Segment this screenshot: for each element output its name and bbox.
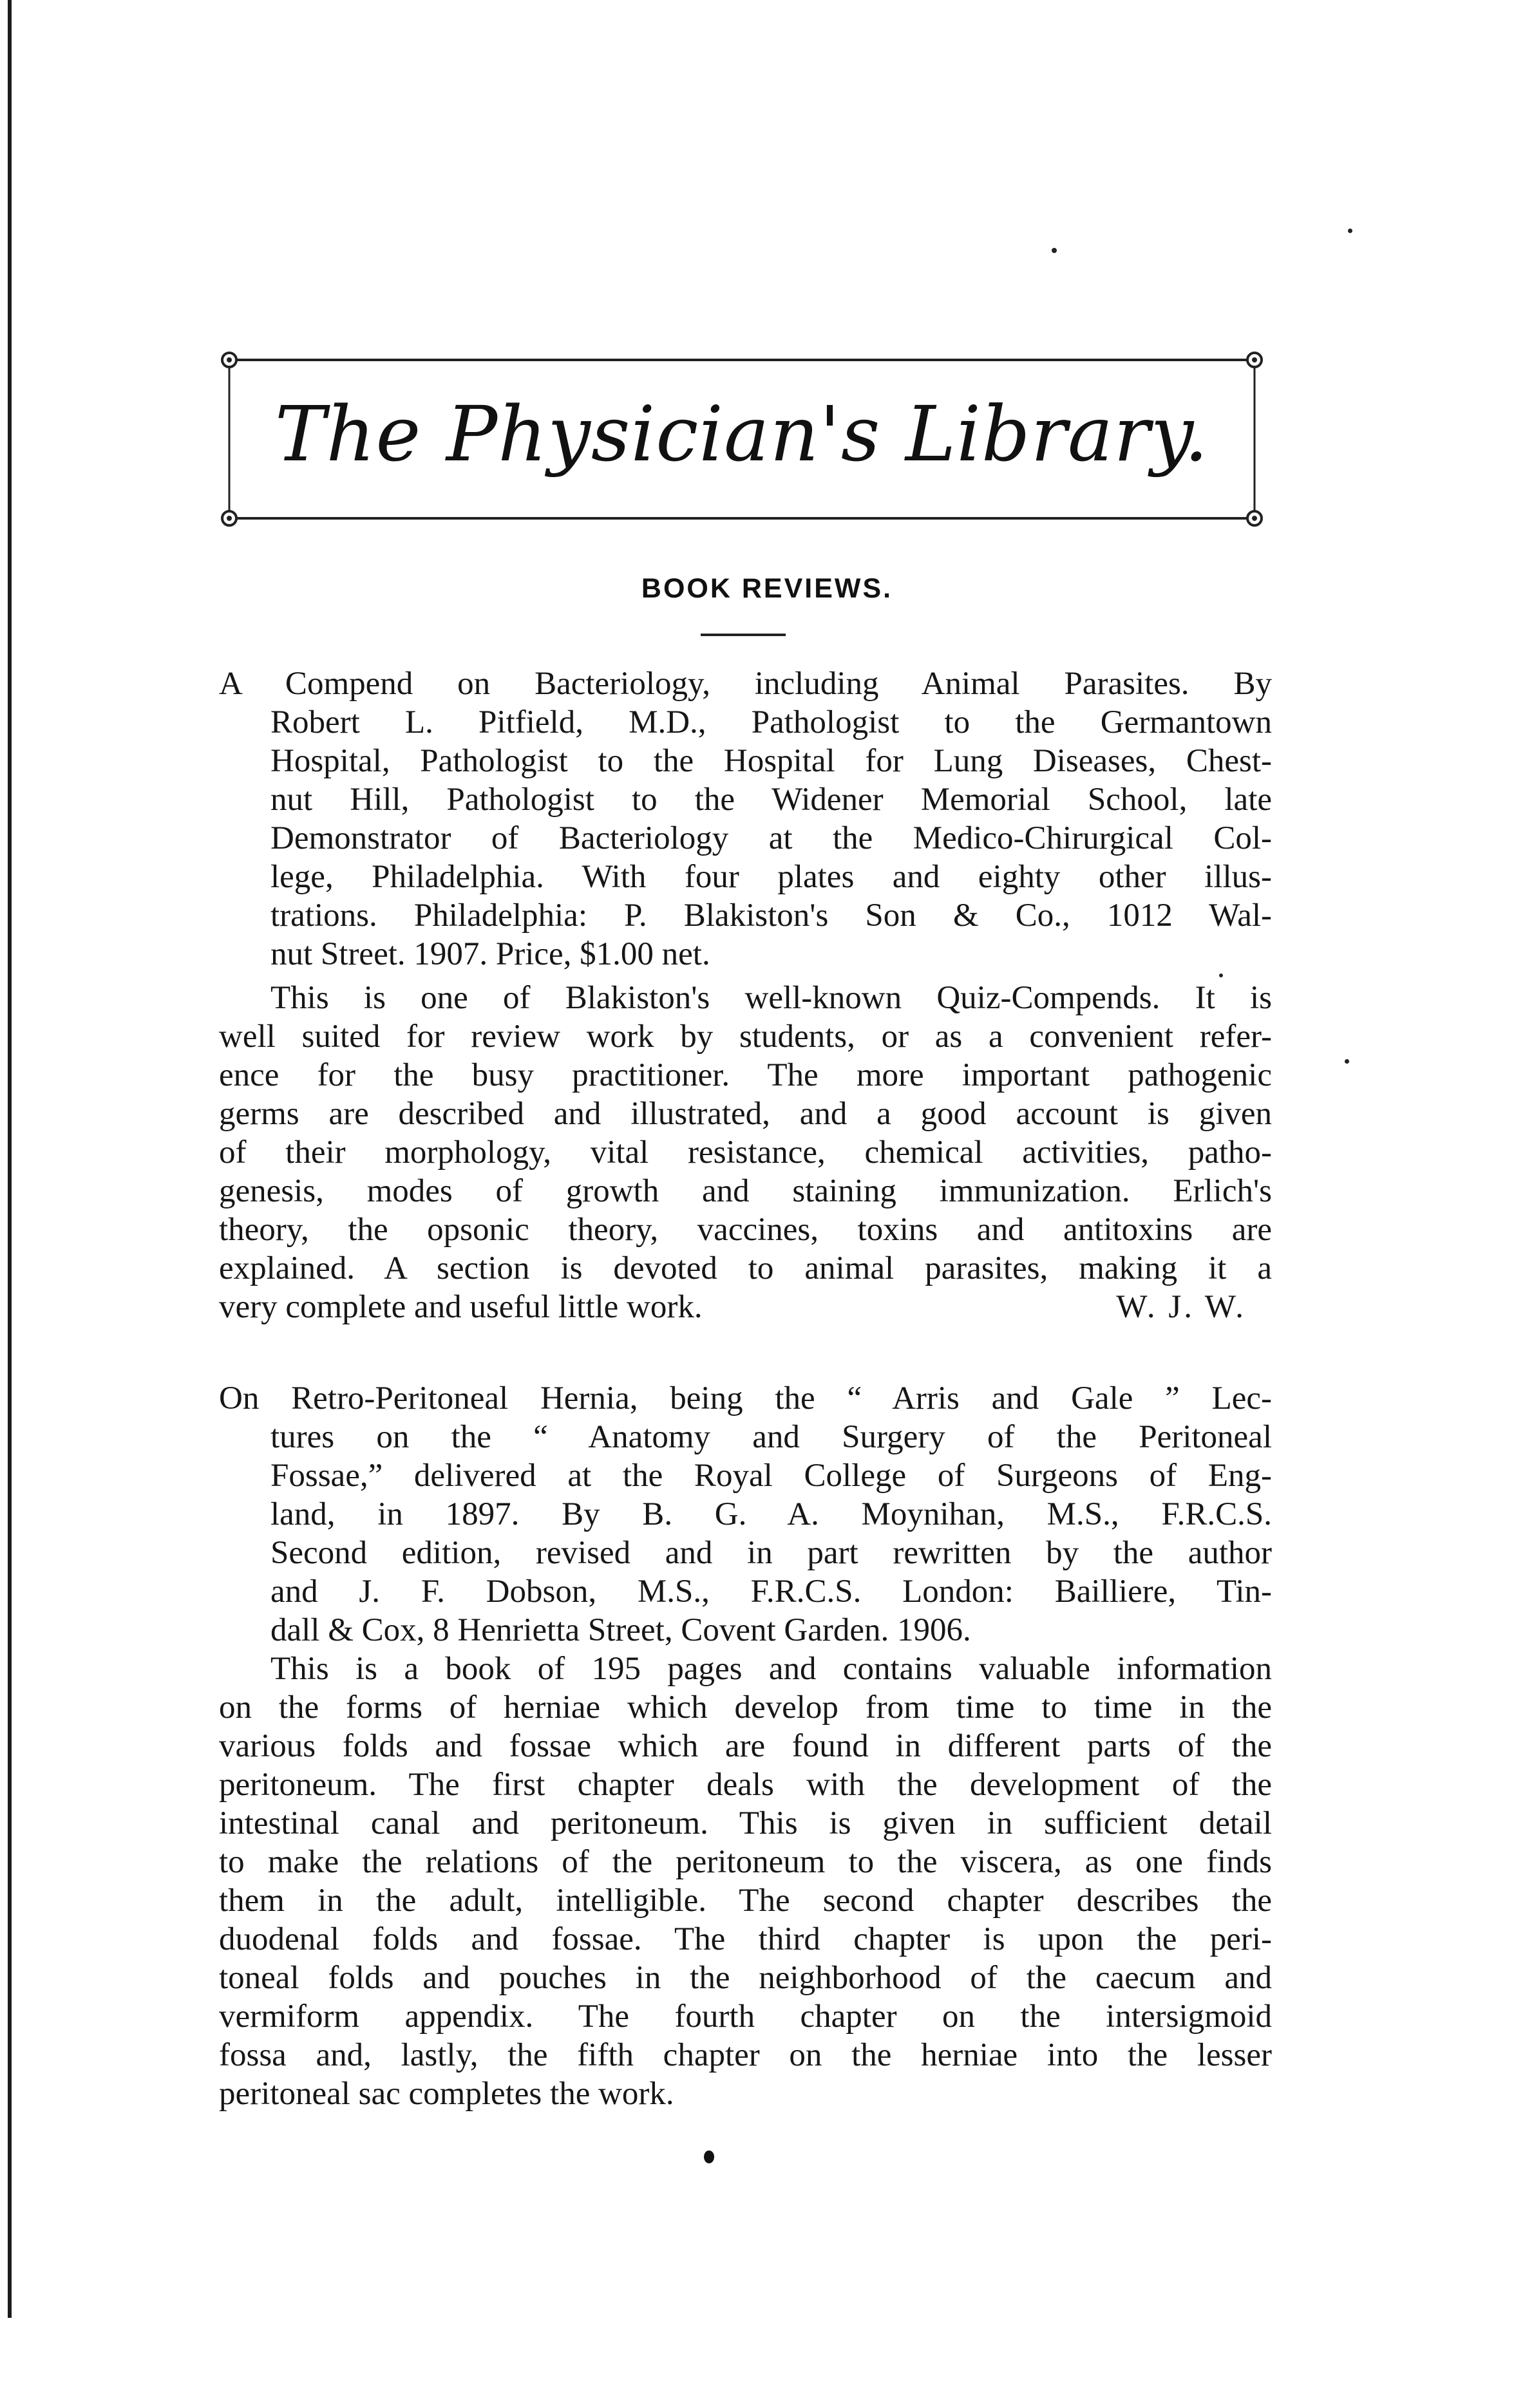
- review-citation: [219, 664, 1272, 974]
- citation-line: land, in 1897. By B. G. A. Moynihan, M.S., F.R.C.S.: [270, 1496, 1272, 1532]
- body-line: peritoneum. The first chapter deals with the development of the: [219, 1767, 1272, 1803]
- body-line: duodenal folds and fossae. The third chapter is upon the peri-: [219, 1921, 1272, 1957]
- body-line: This is a book of 195 pages and contains valuable information: [270, 1651, 1272, 1687]
- body-line: vermiform appendix. The fourth chapter on the intersigmoid: [219, 1999, 1272, 2035]
- citation-line: A Compend on Bacteriology, including Animal Parasites. By: [219, 666, 1272, 702]
- citation-line: dall & Cox, 8 Henrietta Street, Covent Garden. 1906.: [270, 1612, 971, 1648]
- review-hernia: [219, 1379, 1272, 2113]
- page-speck: [1348, 229, 1352, 233]
- citation-line: tures on the “ Anatomy and Surgery of the Peritoneal: [270, 1419, 1272, 1455]
- citation-line: lege, Philadelphia. With four plates and eighty other illus-: [270, 859, 1272, 895]
- review-citation: [219, 1379, 1272, 1650]
- left-margin-rule: [8, 0, 12, 2318]
- body-line: various folds and fossae which are found in different parts of the: [219, 1728, 1272, 1764]
- review-body: [219, 1650, 1272, 2113]
- review-bacteriology: [219, 664, 1272, 1326]
- citation-line: nut Street. 1907. Price, $1.00 net.: [270, 936, 710, 972]
- citation-line: and J. F. Dobson, M.S., F.R.C.S. London: Bailliere, Tin-: [270, 1574, 1272, 1610]
- citation-line: Demonstrator of Bacteriology at the Medico-Chirurgical Col-: [270, 820, 1272, 856]
- body-line: peritoneal sac completes the work.: [219, 2076, 674, 2112]
- body-line: explained. A section is devoted to animal parasites, making it a: [219, 1250, 1272, 1286]
- citation-line: trations. Philadelphia: P. Blakiston's Son & Co., 1012 Wal-: [270, 898, 1272, 934]
- body-line: very complete and useful little work.: [219, 1289, 703, 1325]
- body-line: This is one of Blakiston's well-known Quiz-Compends. It is: [270, 980, 1272, 1016]
- body-line: well suited for review work by students, or as a convenient refer-: [219, 1019, 1272, 1055]
- ornament-dot: [704, 2150, 714, 2163]
- body-line: theory, the opsonic theory, vaccines, toxins and antitoxins are: [219, 1212, 1272, 1248]
- citation-line: nut Hill, Pathologist to the Widener Memorial School, late: [270, 782, 1272, 818]
- body-line: ence for the busy practitioner. The more important pathogenic: [219, 1057, 1272, 1093]
- citation-line: Fossae,” delivered at the Royal College of Surgeons of Eng-: [270, 1458, 1272, 1494]
- library-banner: [220, 350, 1264, 529]
- citation-line: On Retro-Peritoneal Hernia, being the “ Arris and Gale ” Lec-: [219, 1380, 1272, 1416]
- body-line: to make the relations of the peritoneum to the viscera, as one finds: [219, 1844, 1272, 1880]
- citation-line: Robert L. Pitfield, M.D., Pathologist to the Germantown: [270, 704, 1272, 740]
- body-line: germs are described and illustrated, and a good account is given: [219, 1096, 1272, 1132]
- body-line: toneal folds and pouches in the neighborhood of the caecum and: [219, 1960, 1272, 1996]
- body-line: them in the adult, intelligible. The second chapter describes the: [219, 1883, 1272, 1919]
- body-line: intestinal canal and peritoneum. This is given in sufficient detail: [219, 1805, 1272, 1841]
- banner-title: The Physician's Library.: [274, 390, 1209, 478]
- citation-line: Hospital, Pathologist to the Hospital for Lung Diseases, Chest-: [270, 743, 1272, 779]
- page-speck: [1345, 1059, 1349, 1064]
- section-heading: BOOK REVIEWS.: [641, 573, 893, 604]
- reviewer-signature: W. J. W.: [1116, 1289, 1246, 1325]
- body-line: of their morphology, vital resistance, chemical activities, patho-: [219, 1134, 1272, 1171]
- citation-line: Second edition, revised and in part rewritten by the author: [270, 1535, 1272, 1571]
- body-last-line: [219, 1288, 1272, 1326]
- body-line: fossa and, lastly, the fifth chapter on the herniae into the lesser: [219, 2037, 1272, 2073]
- page-speck: [1052, 248, 1057, 253]
- review-body: [219, 979, 1272, 1326]
- body-line: on the forms of herniae which develop from time to time in the: [219, 1689, 1272, 1726]
- heading-rule: [701, 634, 786, 636]
- body-line: genesis, modes of growth and staining immunization. Erlich's: [219, 1173, 1272, 1209]
